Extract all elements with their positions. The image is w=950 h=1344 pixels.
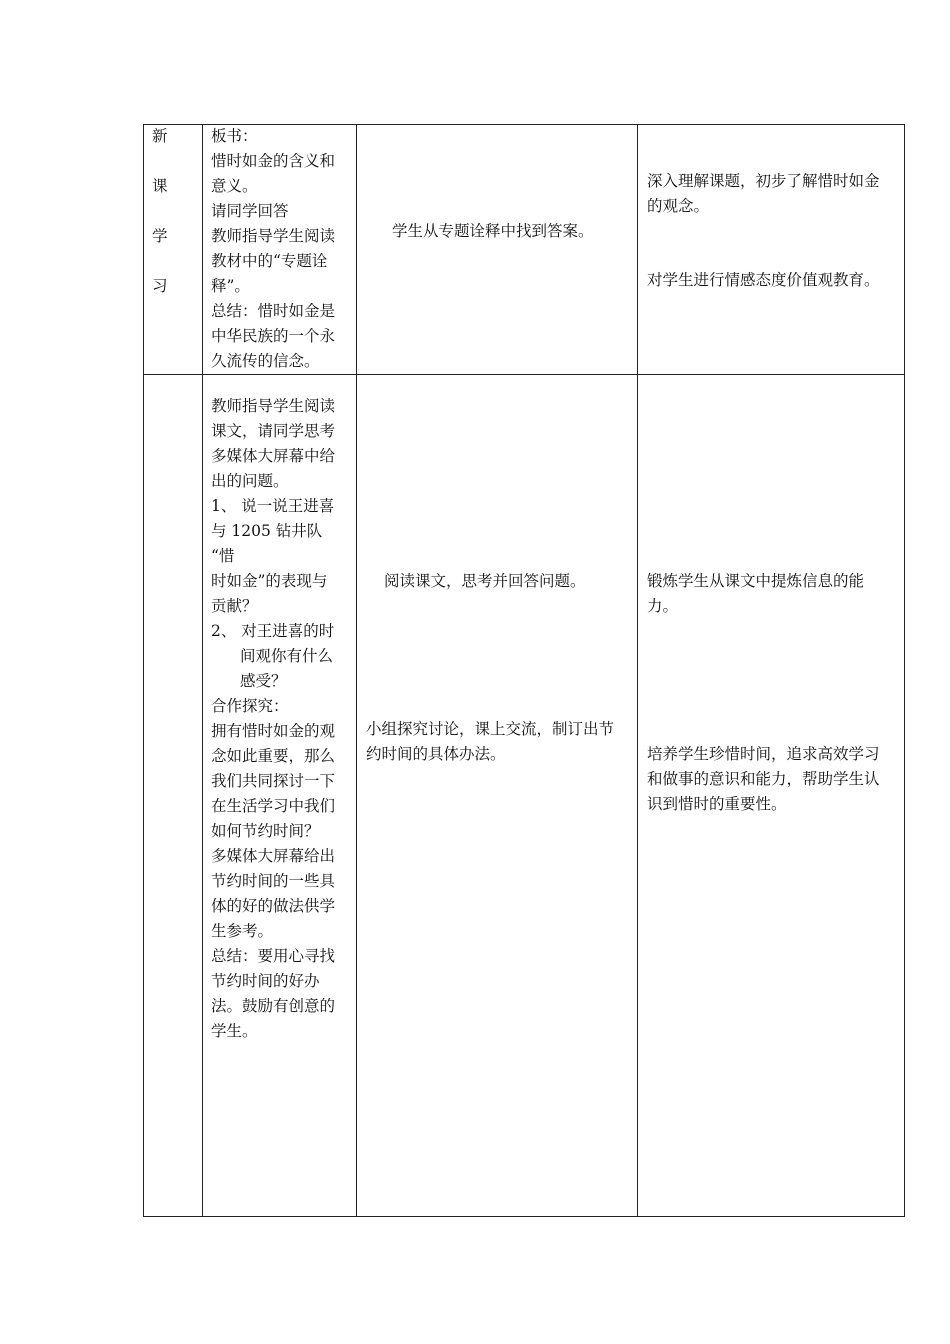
teacher-activity-line: 合作探究： — [211, 697, 289, 715]
teacher-activity-line: 间观你有什么 — [240, 647, 334, 665]
teacher-activity-line: 总结：惜时如金是 — [211, 302, 336, 320]
design-intent-line: 识到惜时的重要性。 — [647, 795, 787, 813]
design-intent-line: 的观念。 — [647, 197, 710, 215]
student-activity-line: 小组探究讨论，课上交流，制订出节 — [366, 720, 615, 738]
teacher-activity-line: 久流传的信念。 — [211, 352, 320, 370]
teacher-activity-line: 节约时间的一些具 — [211, 872, 336, 890]
teacher-activity-line: 与 1205 钻井队 — [211, 522, 323, 540]
table-right-border — [904, 124, 905, 1217]
teacher-activity-line: 在生活学习中我们 — [211, 797, 336, 815]
teacher-activity-line: 法。鼓励有创意的 — [211, 997, 336, 1015]
teacher-activity-line: 时如金”的表现与 — [211, 572, 328, 590]
teacher-activity-line: 2、 对王进喜的时 — [211, 622, 335, 640]
teacher-activity-line: 节约时间的好办 — [211, 972, 320, 990]
design-intent-line: 对学生进行情感态度价值观教育。 — [647, 271, 880, 289]
student-activity-line: 约时间的具体办法。 — [366, 745, 506, 763]
teacher-activity-line: 学生。 — [211, 1022, 258, 1040]
teacher-activity-line: 多媒体大屏幕中给 — [211, 447, 336, 465]
side-label-char: 新 — [152, 127, 168, 145]
teacher-activity-line: 教材中的“专题诠 — [211, 252, 328, 270]
teacher-activity-line: 出的问题。 — [211, 472, 289, 490]
column-divider-1 — [202, 124, 203, 1217]
teacher-activity-line: 如何节约时间？ — [211, 822, 320, 840]
teacher-activity-line: 念如此重要，那么 — [211, 747, 336, 765]
teacher-activity-line: 体的好的做法供学 — [211, 897, 336, 915]
teacher-activity-line: 中华民族的一个永 — [211, 327, 336, 345]
teacher-activity-line: 教师指导学生阅读 — [211, 397, 336, 415]
design-intent-line: 锻炼学生从课文中提炼信息的能 — [647, 572, 865, 590]
teacher-activity-line: 感受？ — [240, 672, 287, 690]
teacher-activity-line: 释”。 — [211, 277, 250, 295]
student-activity-text: 学生从专题诠释中找到答案。 — [392, 222, 594, 240]
table-bottom-border — [143, 1216, 905, 1217]
teacher-activity-line: 生参考。 — [211, 922, 274, 940]
teacher-activity-line: 板书： — [211, 127, 258, 145]
table-left-border — [143, 124, 144, 1217]
design-intent-line: 深入理解课题，初步了解惜时如金 — [647, 172, 880, 190]
teacher-activity-line: 意义。 — [211, 177, 258, 195]
teacher-activity-line: 总结：要用心寻找 — [211, 947, 336, 965]
teacher-activity-line: 我们共同探讨一下 — [211, 772, 336, 790]
student-activity-text: 阅读课文，思考并回答问题。 — [384, 572, 586, 590]
side-label-char: 课 — [152, 177, 168, 195]
teacher-activity-line: “惜 — [211, 547, 235, 565]
teacher-activity-line: 贡献？ — [211, 597, 258, 615]
teacher-activity-line: 惜时如金的含义和 — [211, 152, 336, 170]
side-label-char: 学 — [152, 227, 168, 245]
teacher-activity-line: 1、 说一说王进喜 — [211, 497, 335, 515]
row-divider — [143, 374, 905, 375]
column-divider-2 — [356, 124, 357, 1217]
design-intent-line: 和做事的意识和能力，帮助学生认 — [647, 770, 880, 788]
teacher-activity-line: 多媒体大屏幕给出 — [211, 847, 336, 865]
design-intent-line: 培养学生珍惜时间，追求高效学习 — [647, 745, 880, 763]
side-label-char: 习 — [152, 277, 168, 295]
column-divider-3 — [637, 124, 638, 1217]
teacher-activity-line: 拥有惜时如金的观 — [211, 722, 336, 740]
teacher-activity-line: 教师指导学生阅读 — [211, 227, 336, 245]
design-intent-line: 力。 — [647, 597, 679, 615]
teacher-activity-line: 课文，请同学思考 — [211, 422, 336, 440]
teacher-activity-line: 请同学回答 — [211, 202, 289, 220]
